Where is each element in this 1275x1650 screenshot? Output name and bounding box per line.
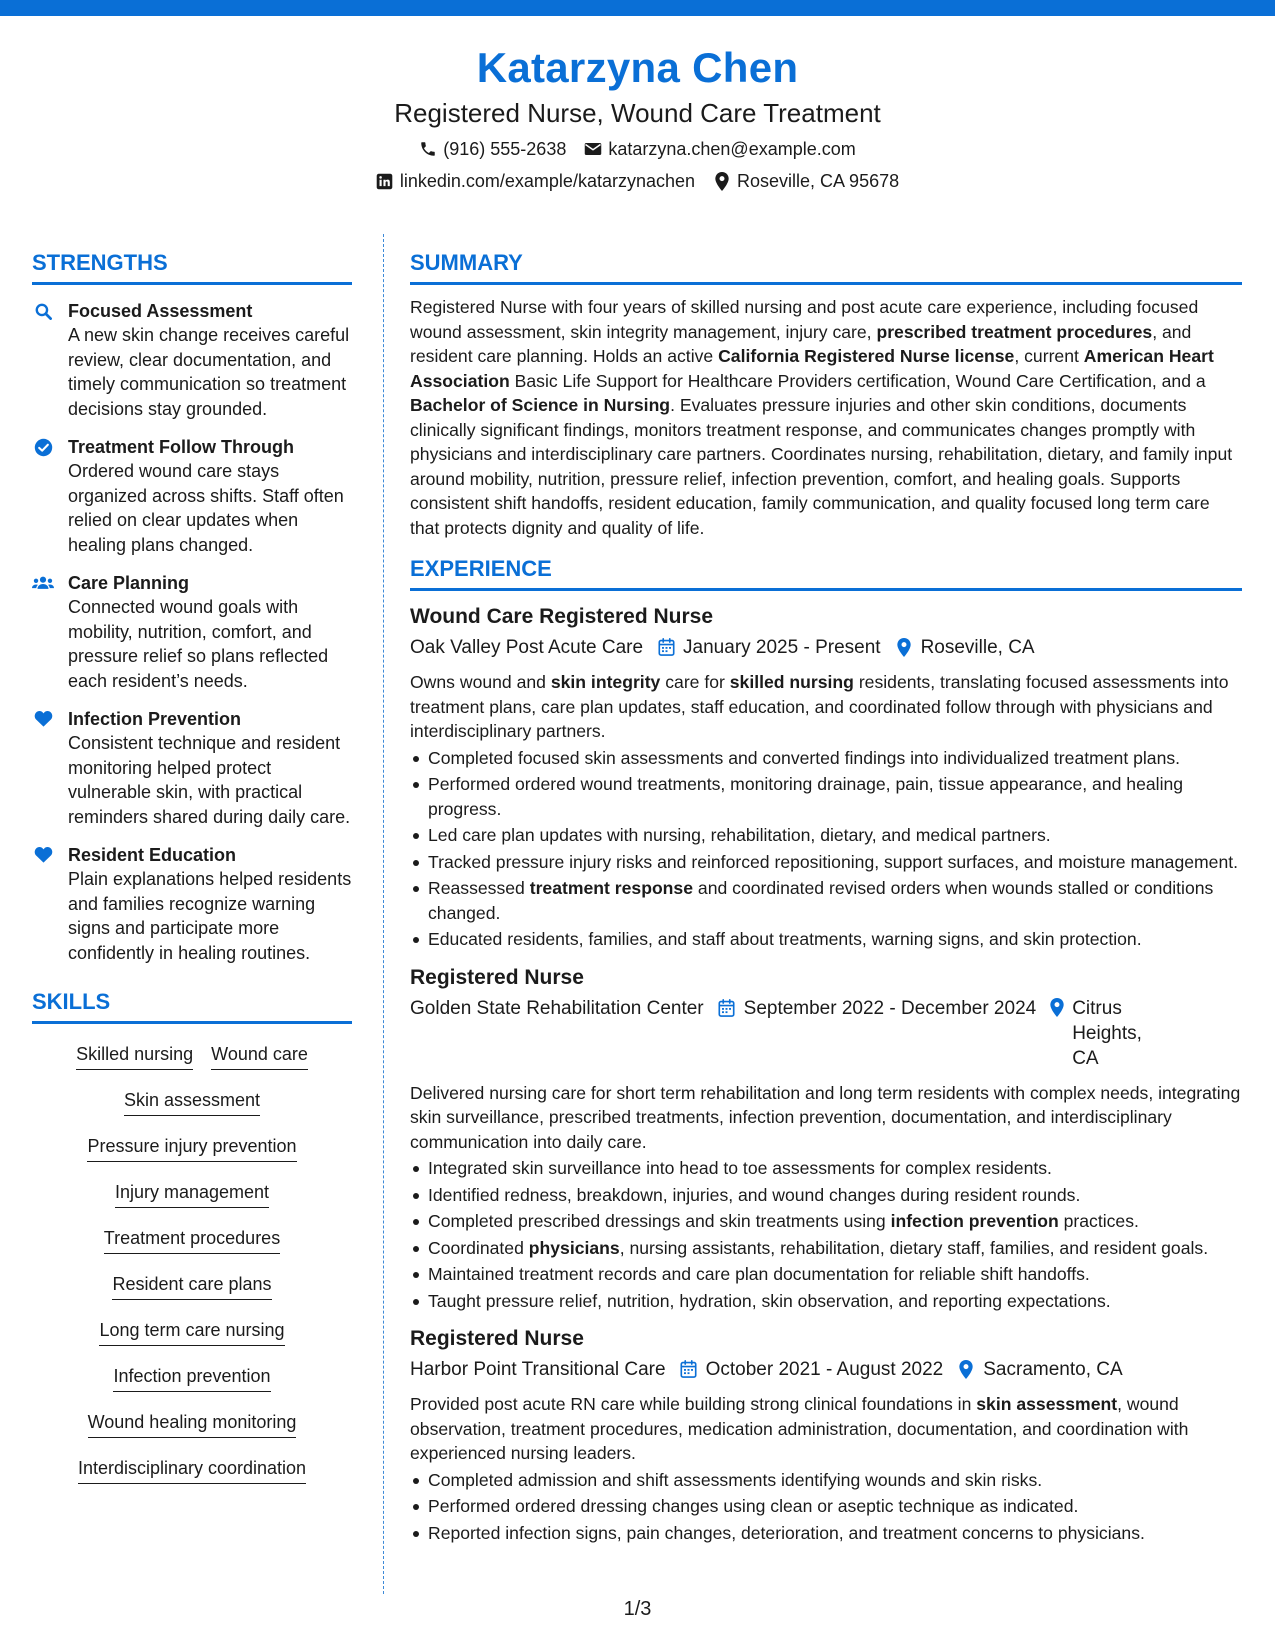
job-dates: September 2022 - December 2024 bbox=[718, 996, 1037, 1021]
resume-header bbox=[0, 42, 1275, 194]
skill-tag: Infection prevention bbox=[113, 1364, 270, 1392]
contact-row-2 bbox=[0, 168, 1275, 194]
page-number: 1/3 bbox=[623, 1598, 652, 1620]
strength-title: Care Planning bbox=[68, 573, 190, 593]
location-text: Roseville, CA 95678 bbox=[737, 171, 900, 191]
job-dates: October 2021 - August 2022 bbox=[680, 1357, 944, 1382]
skill-tag: Skin assessment bbox=[124, 1088, 260, 1116]
map-pin-icon bbox=[957, 1360, 975, 1378]
column-divider bbox=[383, 234, 384, 1594]
list-item: Completed prescribed dressings and skin treatments using infection prevention practices. bbox=[410, 1209, 1242, 1234]
skill-tag: Wound healing monitoring bbox=[88, 1410, 297, 1438]
calendar-icon bbox=[680, 1360, 698, 1378]
job-bullets bbox=[410, 746, 1242, 952]
linkedin-text: linkedin.com/example/katarzynachen bbox=[399, 171, 696, 191]
search-icon bbox=[32, 299, 54, 421]
strength-desc: Connected wound goals with mobility, nutrition, comfort, and pressure relief so plans reflected each resident’s needs. bbox=[68, 597, 329, 691]
job-bullets bbox=[410, 1468, 1242, 1546]
phone-text: (916) 555-2638 bbox=[443, 139, 567, 159]
job-entry bbox=[410, 603, 1242, 952]
calendar-icon bbox=[657, 638, 675, 656]
top-accent-bar bbox=[0, 0, 1275, 16]
job-title: Registered Nurse bbox=[410, 965, 584, 989]
envelope-icon bbox=[584, 140, 602, 158]
list-item: Completed focused skin assessments and converted findings into individualized treatment plans. bbox=[410, 746, 1242, 771]
job-dates: January 2025 - Present bbox=[657, 635, 881, 660]
list-item: Led care plan updates with nursing, rehabilitation, dietary, and medical partners. bbox=[410, 823, 1242, 848]
heart-icon bbox=[32, 707, 54, 829]
job-title: Registered Nurse bbox=[410, 1327, 584, 1350]
job-entry bbox=[410, 964, 1242, 1314]
list-item: Performed ordered wound treatments, monitoring drainage, pain, tissue appearance, and healing progress. bbox=[410, 772, 1242, 821]
strength-desc: A new skin change receives careful review, clear documentation, and timely communication so treatment decisions stay grounded. bbox=[68, 325, 350, 419]
contact-email[interactable] bbox=[584, 136, 855, 162]
strength-item bbox=[32, 435, 352, 557]
strength-desc: Consistent technique and resident monitoring helped protect vulnerable skin, with practical reminders shared during daily care. bbox=[68, 733, 351, 827]
strength-item bbox=[32, 571, 352, 693]
experience-heading: EXPERIENCE bbox=[410, 554, 1242, 591]
job-location: Roseville, CA bbox=[895, 635, 1035, 660]
skill-tag: Interdisciplinary coordination bbox=[78, 1456, 306, 1484]
job-company: Golden State Rehabilitation Center bbox=[410, 997, 704, 1019]
job-description: Provided post acute RN care while building strong clinical foundations in skin assessment, wound observation, treatment procedures, medication administration, documentation, and coordination with experienced nursing leaders. bbox=[410, 1394, 1189, 1463]
list-item: Coordinated physicians, nursing assistants, rehabilitation, dietary staff, families, and resident goals. bbox=[410, 1236, 1242, 1261]
skill-tag: Injury management bbox=[115, 1180, 269, 1208]
contact-location bbox=[713, 168, 899, 194]
summary-text: Registered Nurse with four years of skilled nursing and post acute care experience, including focused wound assessment, skin integrity management, injury care, prescribed treatment procedures, and resident care planning. Holds an active California Registered Nurse license, current American Heart Association Basic Life Support for Healthcare Providers certification, Wound Care Certification, and a Bachelor of Science in Nursing. Evaluates pressure injuries and other skin conditions, documents clinically significant findings, monitors treatment response, and communicates changes promptly with physicians and interdisciplinary care partners. Coordinates nursing, rehabilitation, dietary, and family input around mobility, nutrition, pressure relief, infection prevention, comfort, and healing goals. Supports consistent shift handoffs, resident education, family communication, and quality focused long term care that protects dignity and quality of life. bbox=[410, 297, 1233, 538]
list-item: Performed ordered dressing changes using clean or aseptic technique as indicated. bbox=[410, 1494, 1242, 1519]
job-description: Delivered nursing care for short term rehabilitation and long term residents with complex needs, integrating skin surveillance, prescribed treatments, infection prevention, documentation, and interdisciplinary communication into daily care. bbox=[410, 1082, 1241, 1152]
left-column bbox=[32, 248, 352, 1484]
contact-phone[interactable] bbox=[419, 136, 566, 162]
job-meta bbox=[410, 635, 1242, 660]
candidate-name: Katarzyna Chen bbox=[476, 44, 799, 91]
list-item: Tracked pressure injury risks and reinforced repositioning, support surfaces, and moisture management. bbox=[410, 850, 1242, 875]
list-item: Reported infection signs, pain changes, deterioration, and treatment concerns to physicians. bbox=[410, 1521, 1242, 1546]
job-location: Citrus Heights, CA bbox=[1050, 996, 1160, 1071]
contact-row-1 bbox=[0, 136, 1275, 162]
phone-icon bbox=[419, 140, 437, 158]
job-company: Oak Valley Post Acute Care bbox=[410, 637, 644, 658]
calendar-icon bbox=[718, 999, 736, 1017]
strength-title: Treatment Follow Through bbox=[68, 437, 294, 457]
strength-title: Focused Assessment bbox=[68, 301, 253, 321]
skill-tag: Resident care plans bbox=[112, 1272, 271, 1300]
job-meta bbox=[410, 996, 1242, 1071]
skills-list bbox=[32, 1042, 352, 1484]
job-company: Harbor Point Transitional Care bbox=[410, 1359, 666, 1380]
job-bullets bbox=[410, 1156, 1242, 1313]
skill-tag: Treatment procedures bbox=[104, 1226, 280, 1254]
list-item: Integrated skin surveillance into head to toe assessments for complex residents. bbox=[410, 1156, 1242, 1181]
skills-heading: SKILLS bbox=[32, 987, 352, 1024]
strength-title: Resident Education bbox=[68, 845, 237, 865]
list-item: Taught pressure relief, nutrition, hydration, skin observation, and reporting expectations. bbox=[410, 1289, 1242, 1314]
strength-item bbox=[32, 299, 352, 421]
job-location: Sacramento, CA bbox=[957, 1357, 1122, 1382]
candidate-title: Registered Nurse, Wound Care Treatment bbox=[394, 98, 881, 128]
map-pin-icon bbox=[713, 172, 731, 190]
list-item: Identified redness, breakdown, injuries, and wound changes during resident rounds. bbox=[410, 1183, 1242, 1208]
list-item: Maintained treatment records and care plan documentation for reliable shift handoffs. bbox=[410, 1262, 1242, 1287]
skill-tag: Pressure injury prevention bbox=[87, 1134, 296, 1162]
summary-heading: SUMMARY bbox=[410, 248, 1242, 285]
list-item: Completed admission and shift assessments identifying wounds and skin risks. bbox=[410, 1468, 1242, 1493]
skill-tag: Skilled nursing bbox=[76, 1042, 193, 1070]
strength-desc: Ordered wound care stays organized across shifts. Staff often relied on clear updates when healing plans changed. bbox=[68, 461, 344, 555]
users-icon bbox=[32, 571, 54, 693]
list-item: Reassessed treatment response and coordinated revised orders when wounds stalled or conditions changed. bbox=[410, 876, 1242, 925]
heart-icon bbox=[32, 843, 54, 965]
map-pin-icon bbox=[1050, 999, 1064, 1017]
job-meta bbox=[410, 1357, 1242, 1382]
strength-item bbox=[32, 707, 352, 829]
map-pin-icon bbox=[895, 638, 913, 656]
strength-title: Infection Prevention bbox=[68, 709, 242, 729]
strength-item bbox=[32, 843, 352, 965]
skill-tag: Wound care bbox=[211, 1042, 308, 1070]
strength-desc: Plain explanations helped residents and families recognize warning signs and participate more confidently in healing routines. bbox=[68, 869, 352, 963]
strengths-heading: STRENGTHS bbox=[32, 248, 352, 285]
linkedin-icon bbox=[376, 172, 394, 190]
email-text: katarzyna.chen@example.com bbox=[608, 139, 856, 159]
check-circle-icon bbox=[32, 435, 54, 557]
right-column bbox=[410, 248, 1242, 1545]
job-description: Owns wound and skin integrity care for skilled nursing residents, translating focused assessments into treatment plans, care plan updates, staff education, and coordinated follow through with physicians and interdisciplinary partners. bbox=[410, 672, 1229, 741]
job-entry bbox=[410, 1325, 1242, 1545]
list-item: Educated residents, families, and staff about treatments, warning signs, and skin protection. bbox=[410, 927, 1242, 952]
contact-linkedin[interactable] bbox=[376, 168, 695, 194]
job-title: Wound Care Registered Nurse bbox=[410, 605, 714, 628]
skill-tag: Long term care nursing bbox=[99, 1318, 284, 1346]
